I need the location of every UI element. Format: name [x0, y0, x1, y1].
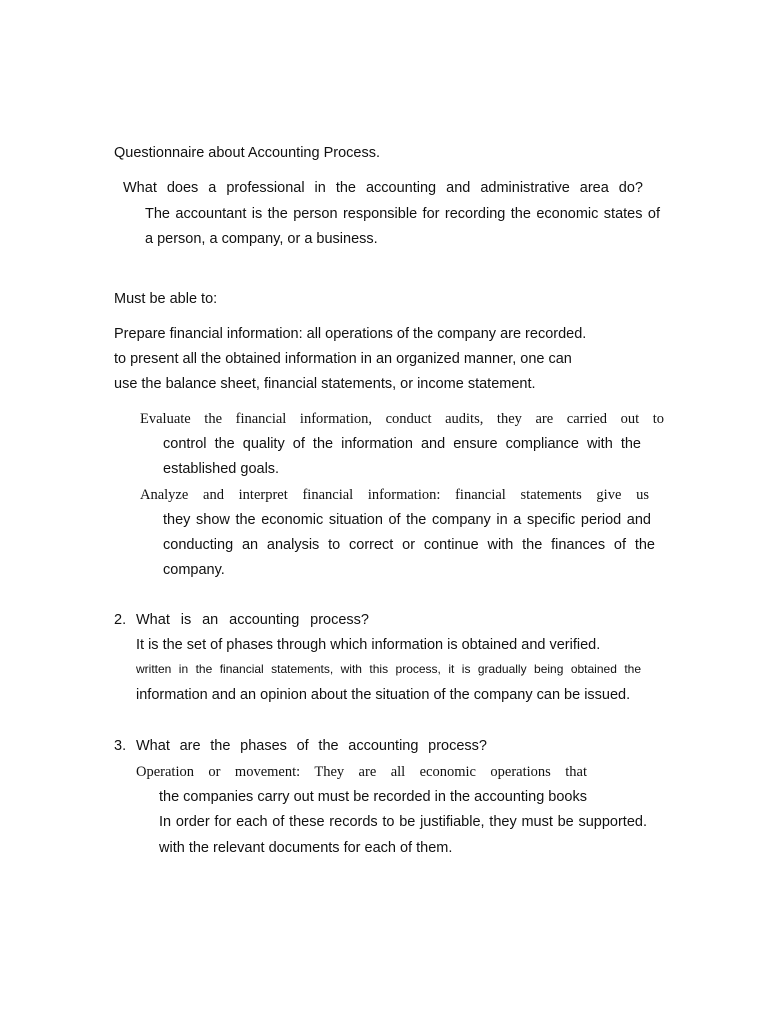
- answer-2-line: It is the set of phases through which information is obtained and verified.: [136, 637, 601, 653]
- question-3-number: 3.: [114, 738, 127, 754]
- answer-1-line: a person, a company, or a business.: [145, 231, 378, 247]
- evaluate-line: established goals.: [163, 461, 280, 477]
- answer-3-line: with the relevant documents for each of them.: [159, 840, 453, 856]
- answer-3-line: Operation or movement: They are all economic operations that: [136, 764, 587, 780]
- analyze-line: Analyze and interpret financial information: financial statements give us: [140, 487, 649, 503]
- prepare-line: use the balance sheet, financial statements, or income statement.: [114, 376, 536, 392]
- analyze-line: company.: [163, 562, 225, 578]
- must-be-able-heading: Must be able to:: [114, 291, 218, 307]
- prepare-line: to present all the obtained information in an organized manner, one can: [114, 351, 572, 367]
- question-1: What does a professional in the accounting and administrative area do?: [123, 180, 643, 196]
- question-2: What is an accounting process?: [136, 612, 369, 628]
- question-3: What are the phases of the accounting process?: [136, 738, 487, 754]
- evaluate-line: Evaluate the financial information, conduct audits, they are carried out to: [140, 411, 664, 427]
- document-title: Questionnaire about Accounting Process.: [114, 145, 380, 161]
- answer-2-line: information and an opinion about the situation of the company can be issued.: [136, 687, 631, 703]
- answer-3-line: In order for each of these records to be justifiable, they must be supported.: [159, 814, 647, 830]
- analyze-line: conducting an analysis to correct or continue with the finances of the: [163, 537, 655, 553]
- prepare-line: Prepare financial information: all operations of the company are recorded.: [114, 326, 587, 342]
- answer-3-line: the companies carry out must be recorded in the accounting books: [159, 789, 587, 805]
- answer-1-line: The accountant is the person responsible for recording the economic states of: [145, 206, 660, 222]
- answer-2-line: written in the financial statements, with this process, it is gradually being obtained the: [136, 662, 641, 676]
- question-2-number: 2.: [114, 612, 127, 628]
- evaluate-line: control the quality of the information and ensure compliance with the: [163, 436, 641, 452]
- analyze-line: they show the economic situation of the company in a specific period and: [163, 512, 651, 528]
